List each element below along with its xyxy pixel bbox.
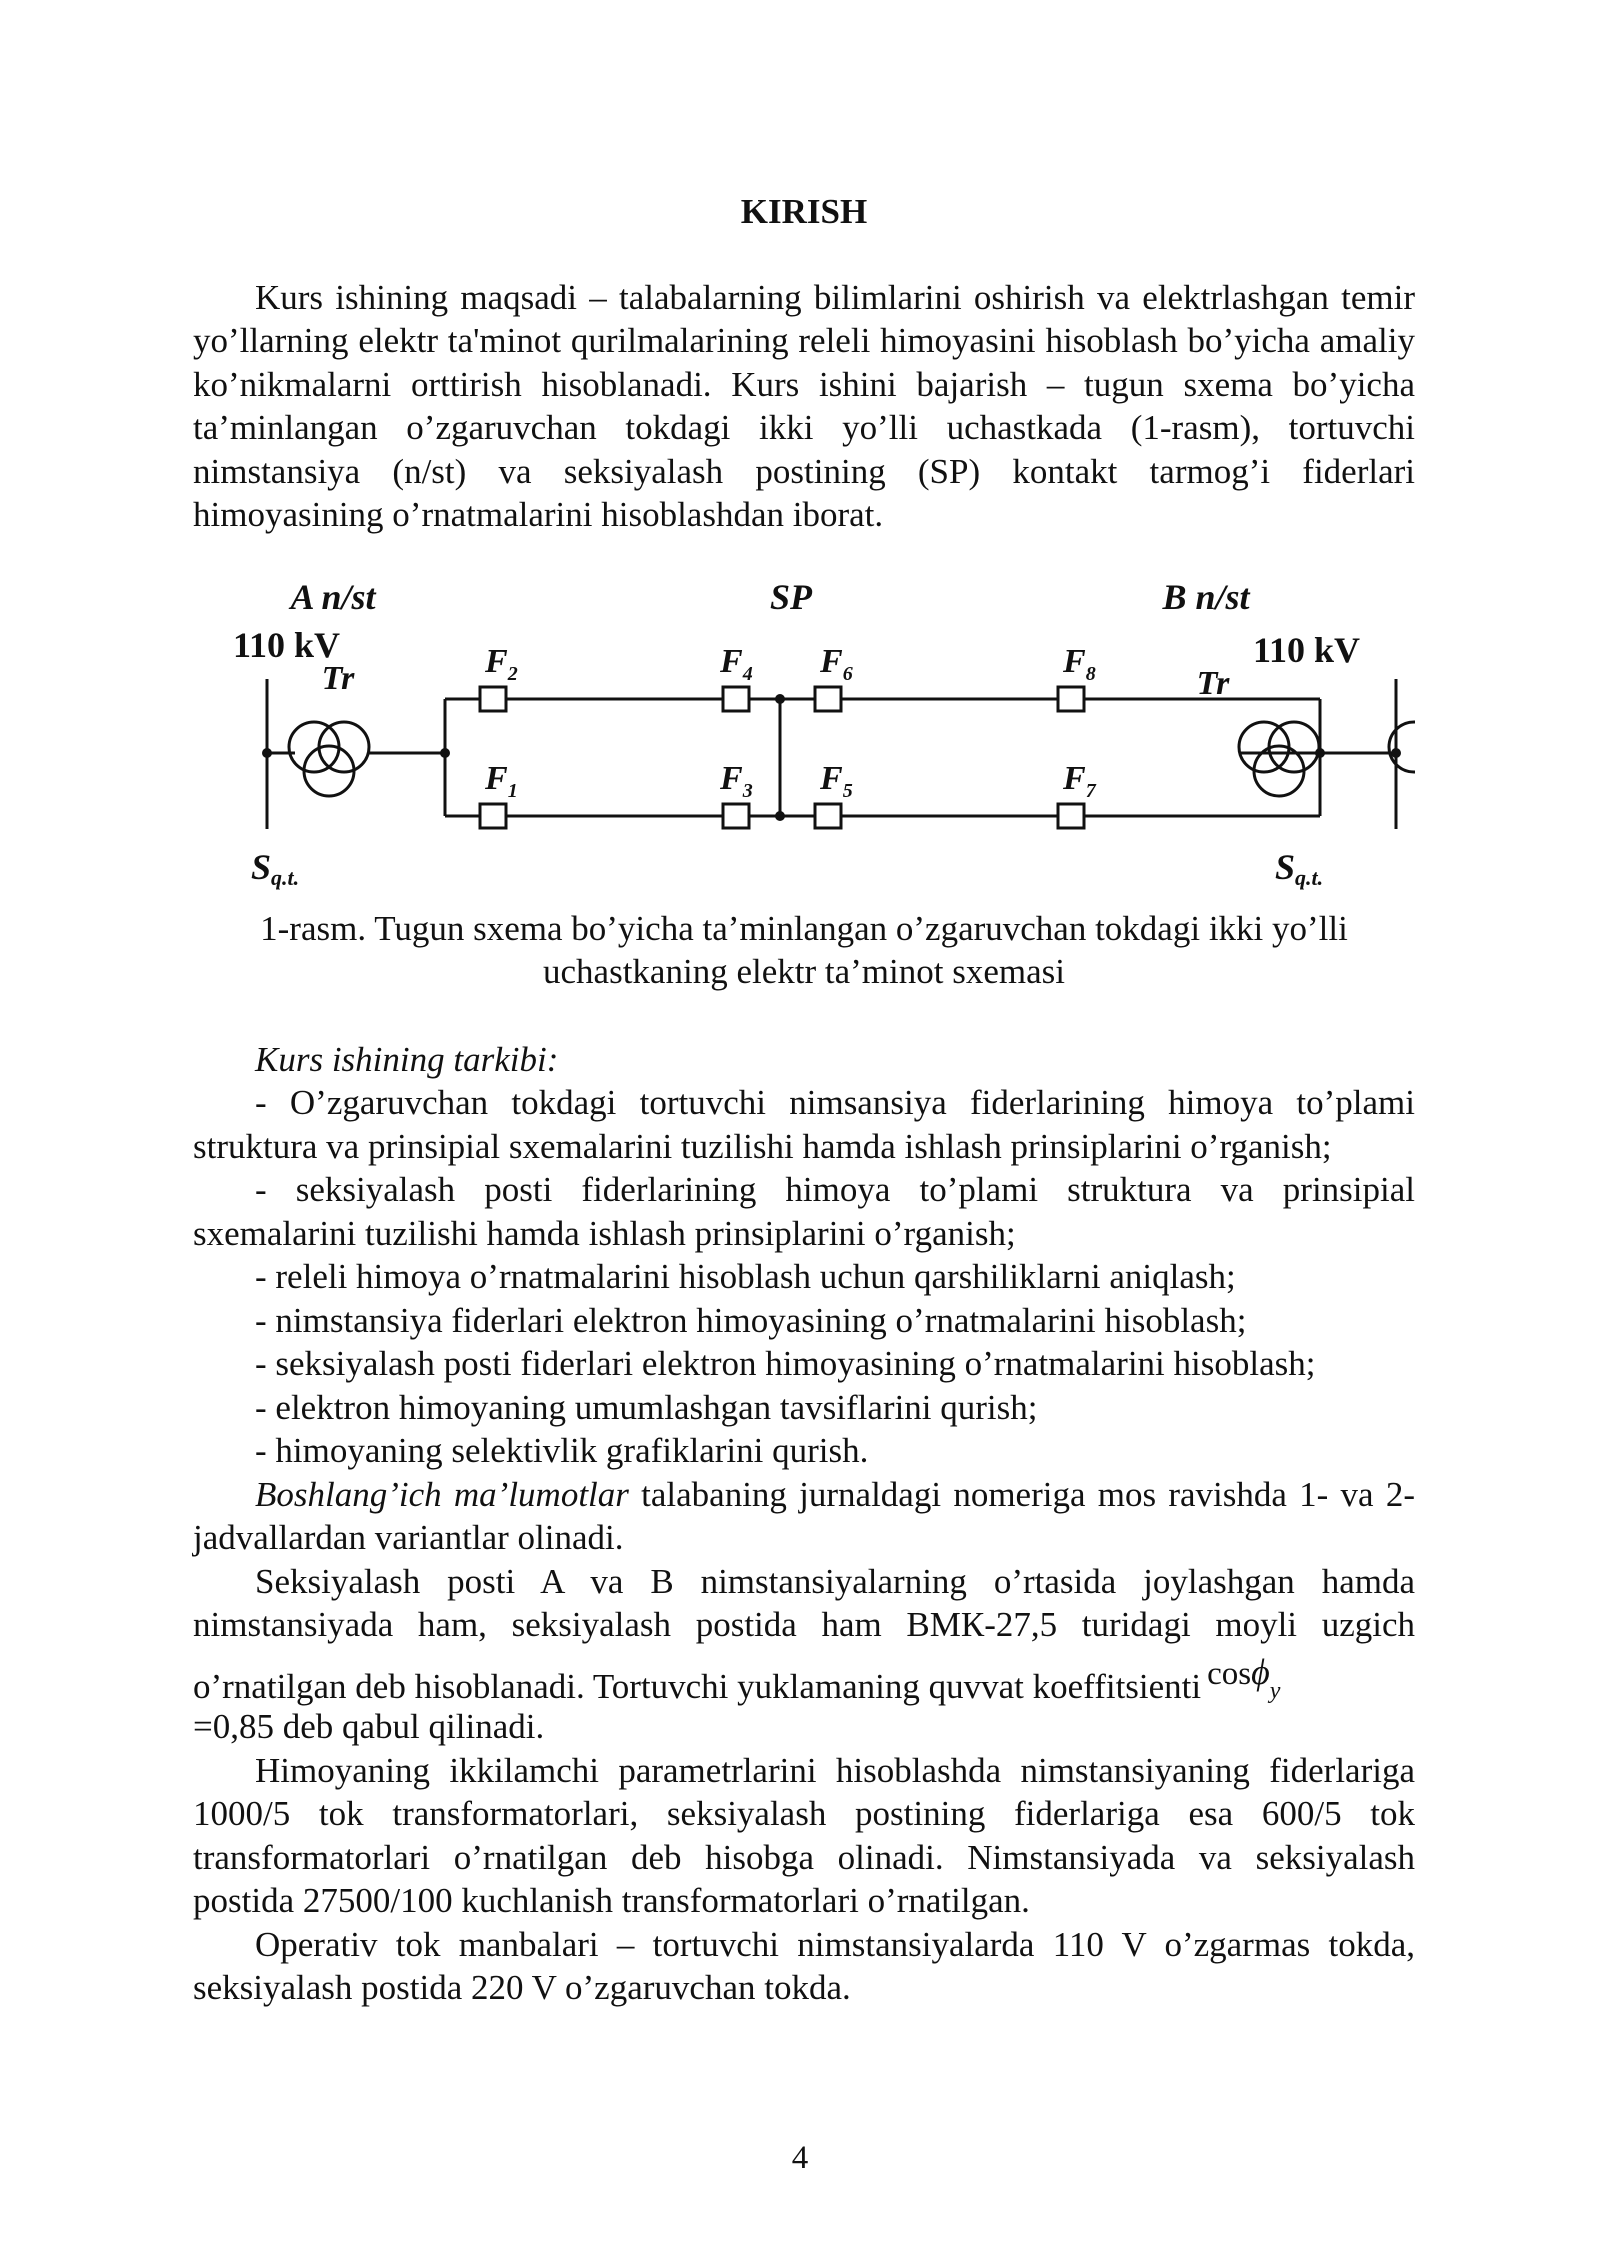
figure-1 [193,579,1415,899]
composition-list [193,1081,1415,1473]
breaker-f2 [480,687,506,711]
phi-subscript: y [1269,1677,1281,1704]
feeder-index: 1 [507,779,518,802]
initial-data-paragraph [193,1473,1415,1560]
breaker-f1 [480,804,506,828]
label-voltage-right: 110 kV [1253,629,1361,670]
initial-data-rest: talabaning jurnaldagi nomeriga mos ravishda 1- va 2- jadvallardan variantlar olinadi. [193,1474,1415,1557]
label-s-right: Sq.t. [1275,846,1324,890]
page-number: 4 [791,2140,809,2176]
feeder-label-f5: $F_5$ [820,759,853,802]
junction-dot [440,748,450,758]
junction-dot [775,811,785,821]
composition-item: - O’zgaruvchan tokdagi tortuvchi nimsansiya fiderlarining himoya to’plami struktura va prinsipial sxemalarini tuzilishi hamda ishlash prinsiplarini o’rganish; [193,1083,1415,1166]
feeder-index: 3 [742,779,753,802]
cos-phi-formula [1207,1651,1280,1714]
feeder-label-f3: $F_3$ [720,759,753,802]
feeder-label-f2: $F_2$ [485,642,518,685]
label-voltage-left: 110 kV [233,624,341,665]
junction-dot [1315,748,1325,758]
junction-dot [1391,748,1401,758]
label-s-left: Sq.t. [251,846,300,890]
intro-paragraph: Kurs ishining maqsadi – talabalarning bilimlarini oshirish va elektrlashgan temir yo’llarning elektr ta'minot qurilmalarining releli himoyasini hisoblash bo’yicha amaliy ko’nikmalarni orttirish hisoblanadi. Kurs ishini bajarish – tugun sxema bo’yicha ta’minlangan o’zgaruvchan tokdagi ikki yo’lli uchastkada (1-rasm), tortuvchi nimstansiya (n/st) va seksiyalash postining (SP) kontakt tarmog’i fiderlari himoyasining o’rnatmalarini hisoblashdan iborat. [193,277,1415,534]
breaker-f3 [723,804,749,828]
sp-line-3-wrap [193,1651,1415,1714]
breaker-f5 [815,804,841,828]
feeder-label-f4: $F_4$ [720,642,753,685]
power-supply-scheme [193,579,1415,899]
junction-dot [775,694,785,704]
feeder-index: 8 [1085,662,1096,685]
feeder-label-f7: $F_7$ [1063,759,1096,802]
label-tr-left: Tr [321,659,355,697]
composition-item: - seksiyalash posti fiderlari elektron himoyasining o’rnatmalarini hisoblash; [255,1344,1316,1383]
breaker-f6 [815,687,841,711]
composition-item: - seksiyalash posti fiderlarining himoya to’plami struktura va prinsipial sxemalarini tuzilishi hamda ishlash prinsiplarini o’rganish; [193,1170,1415,1253]
breaker-f4 [723,687,749,711]
feeder-index: 5 [842,779,853,802]
section-title: KIRISH [740,192,868,231]
label-substation-a: A n/st [290,578,376,617]
composition-item: - nimstansiya fiderlari elektron himoyasining o’rnatmalarini hisoblash; [255,1300,1247,1340]
junction-dot [262,748,272,758]
breaker-f7 [1058,804,1084,828]
sp-line-2: nimstansiyada ham, seksiyalash postida ham ВМК-27,5 turidagi moyli uzgich [193,1605,1415,1644]
composition-heading [193,1038,1415,1082]
sp-line-4: =0,85 deb qabul qilinadi. [193,1707,545,1746]
operative-current-paragraph: Operativ tok manbalari – tortuvchi nimstansiyalarda 110 V o’zgarmas tokda, seksiyalash postida 220 V o’zgaruvchan tokda. [193,1924,1415,2007]
label-substation-b: B n/st [1162,578,1250,617]
cos-text: cos [1207,1655,1252,1692]
feeder-index: 2 [507,662,518,685]
label-tr-right: Tr [1196,664,1230,702]
figure-caption: 1-rasm. Tugun sxema bo’yicha ta’minlangan o’zgaruvchan tokdagi ikki yo’lli uchastkaning elektr ta’minot sxemasi [260,908,1348,991]
page-content [193,190,1415,2010]
composition-heading-text: Kurs ishining tarkibi: [255,1039,559,1079]
feeder-label-f6: $F_6$ [820,642,853,685]
label-sp: SP [769,578,813,617]
secondary-parameters-paragraph: Himoyaning ikkilamchi parametrlarini hisoblashda nimstansiyaning fiderlariga 1000/5 tok transformatorlari, seksiyalash postining fiderlariga esa 600/5 tok transformatorlari o’rnatilgan deb hisobga olinadi. Nimstansiyada va seksiyalash postida 27500/100 kuchlanish transformatorlari o’rnatilgan. [193,1750,1415,1920]
sp-line-3: o’rnatilgan deb hisoblanadi. Tortuvchi yuklamaning quvvat koeffitsienti [193,1666,1202,1706]
feeder-index: 6 [842,662,853,685]
label-s-right-sub: q.t. [1295,864,1324,890]
feeder-index: 4 [742,662,753,685]
feeder-label-f8: $F_8$ [1063,642,1096,685]
composition-item: - elektron himoyaning umumlashgan tavsiflarini qurish; [255,1387,1038,1427]
label-s-left-sub: q.t. [271,864,300,890]
tr-right-winding-1 [1389,722,1415,772]
breaker-f8 [1058,687,1084,711]
feeder-index: 7 [1085,779,1096,802]
sp-line-1: Seksiyalash posti A va B nimstansiyalarning o’rtasida joylashgan hamda [255,1561,1415,1601]
composition-item: - himoyaning selektivlik grafiklarini qurish. [255,1431,869,1470]
phi-symbol: ϕ [1251,1651,1270,1692]
feeder-label-f1: $F_1$ [485,759,518,802]
initial-data-lead: Boshlang’ich ma’lumotlar [255,1474,629,1514]
composition-item: - releli himoya o’rnatmalarini hisoblash uchun qarshiliklarni aniqlash; [255,1257,1236,1296]
